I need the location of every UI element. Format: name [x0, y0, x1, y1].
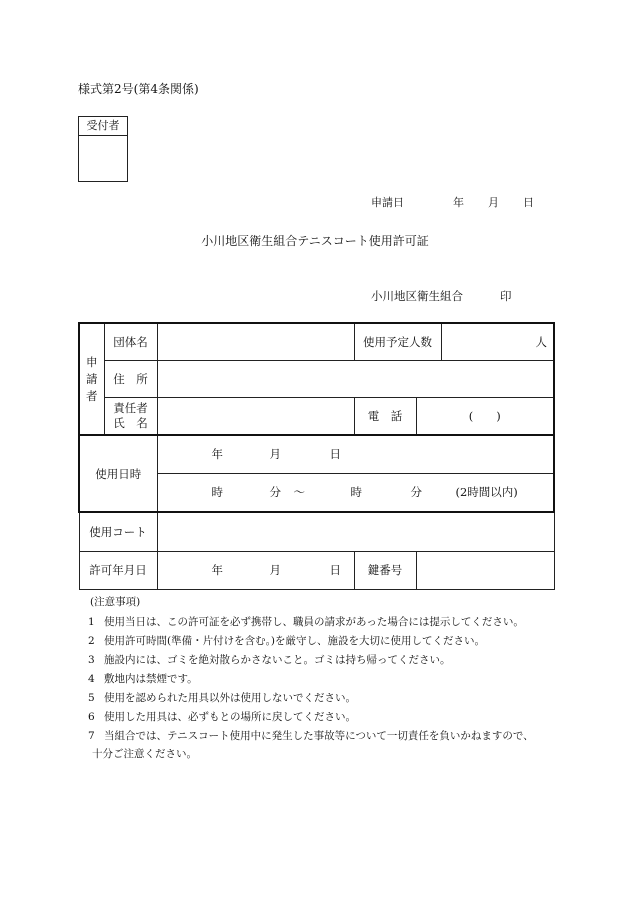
- usage-date-month: 月: [269, 447, 281, 462]
- court-field[interactable]: [157, 512, 554, 551]
- permit-date-day: 日: [329, 563, 341, 577]
- usage-date-day: 日: [329, 447, 341, 462]
- time-start-hour: 時: [211, 485, 223, 500]
- note-item: 6 使用した用具は、必ずもとの場所に戻してください。: [88, 711, 356, 723]
- group-name-field[interactable]: [157, 323, 354, 360]
- time-end-hour: 時: [350, 485, 362, 500]
- permit-date-label: 許可年月日: [79, 551, 157, 589]
- note-item: 4 敷地内は禁煙です。: [88, 673, 198, 685]
- court-label: 使用コート: [79, 512, 157, 551]
- applicant-label: 申 請 者: [79, 323, 104, 435]
- note-7-continued: 十分ご注意ください。: [92, 748, 197, 760]
- phone-field[interactable]: ( ): [416, 397, 554, 435]
- application-date-month: 月: [488, 196, 499, 209]
- permit-date-year: 年: [211, 563, 223, 577]
- application-date-year: 年: [453, 196, 464, 209]
- application-date-label: 申請日: [371, 196, 404, 209]
- planned-users-field[interactable]: [441, 323, 554, 360]
- time-start-minute: 分: [269, 485, 281, 500]
- usage-datetime-label: 使用日時: [79, 435, 157, 512]
- issuer-seal: 印: [500, 289, 512, 303]
- permit-date-month: 月: [269, 563, 281, 577]
- key-number-label: 鍵番号: [354, 551, 416, 589]
- persons-unit: 人: [535, 334, 547, 349]
- application-date-day: 日: [523, 196, 534, 209]
- usage-date-year: 年: [211, 447, 223, 462]
- time-tilde: 〜: [293, 485, 305, 500]
- permit-form-table: [78, 322, 555, 590]
- usage-date-field[interactable]: [157, 435, 554, 473]
- issuer-name: 小川地区衛生組合: [371, 289, 463, 303]
- time-limit-note: (2時間以内): [455, 485, 518, 500]
- responsible-name-label: 責任者 氏 名: [104, 397, 157, 435]
- time-end-minute: 分: [410, 485, 422, 500]
- key-number-field[interactable]: [416, 551, 554, 589]
- planned-users-label: 使用予定人数: [354, 323, 441, 360]
- notes-title: (注意事項): [90, 596, 141, 608]
- note-item: 1 使用当日は、この許可証を必ず携帯し、職員の請求があった場合には提示してください。: [88, 616, 524, 628]
- permit-date-field[interactable]: [157, 551, 354, 589]
- group-name-label: 団体名: [104, 323, 157, 360]
- address-label: 住 所: [104, 360, 157, 397]
- usage-time-field[interactable]: [157, 473, 554, 512]
- note-item: 3 施設内には、ゴミを絶対散らかさないこと。ゴミは持ち帰ってください。: [88, 654, 451, 666]
- document-title: 小川地区衛生組合テニスコート使用許可証: [201, 234, 429, 248]
- note-item: 2 使用許可時間(準備・片付けを含む。)を厳守し、施設を大切に使用してください。: [88, 635, 485, 647]
- receipt-label: 受付者: [79, 117, 127, 136]
- note-item: 7 当組合では、テニスコート使用中に発生した事故等について一切責任を負いかねますので、: [88, 730, 534, 742]
- phone-label: 電 話: [354, 397, 416, 435]
- responsible-name-field[interactable]: [157, 397, 354, 435]
- address-field[interactable]: [157, 360, 554, 397]
- form-number: 様式第2号(第4条関係): [78, 82, 199, 96]
- receipt-stamp-box[interactable]: [78, 116, 128, 182]
- note-item: 5 使用を認められた用具以外は使用しないでください。: [88, 692, 356, 704]
